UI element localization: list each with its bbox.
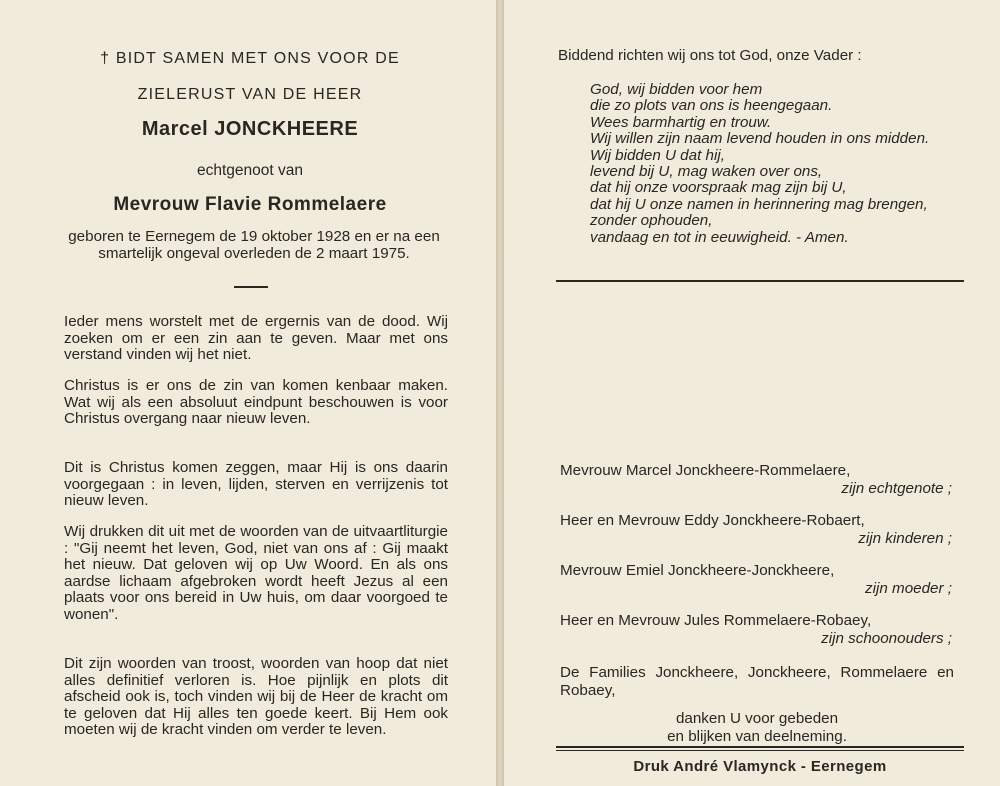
family-name: Heer en Mevrouw Eddy Jonckheere-Robaert, [560, 512, 865, 529]
family-relation: zijn schoonouders ; [821, 630, 952, 647]
family-name: Mevrouw Marcel Jonckheere-Rommelaere, [560, 462, 851, 479]
family-relation: zijn kinderen ; [858, 530, 952, 547]
prayer-line: Wees barmhartig en trouw. [590, 113, 772, 131]
card-fold [496, 0, 504, 786]
birth-death-text: geboren te Eernegem de 19 oktober 1928 en er na een smartelijk ongeval overleden de 2 maart 1975. [68, 228, 440, 262]
prayer-text [590, 82, 960, 246]
family-entry [560, 612, 954, 662]
family-entry [560, 512, 954, 562]
prayer-line: die zo plots van ons is heengegaan. [590, 97, 833, 115]
family-entry [560, 462, 954, 512]
prayer-line: dat hij onze voorspraak mag zijn bij U, [590, 179, 847, 197]
prayer-intro: Biddend richten wij ons tot God, onze Vader : [558, 47, 862, 64]
paragraph-2: Christus is er ons de zin van komen kenbaar maken. Wat wij als een absoluut eindpunt beschouwen is voor Christus overgang naar nieuw leven. [64, 377, 448, 428]
deceased-name: Marcel JONCKHEERE [141, 118, 359, 140]
thanks-block [560, 710, 954, 746]
spouse-of-label: echtgenoot van [196, 162, 303, 179]
header-line-1: † BIDT SAMEN MET ONS VOOR DE [100, 50, 400, 67]
family-relation: zijn moeder ; [865, 580, 952, 597]
prayer-line: Wij willen zijn naam levend houden in ons midden. [590, 130, 930, 148]
thanks-line-1: danken U voor gebeden [675, 710, 839, 727]
family-relation: zijn echtgenote ; [841, 480, 952, 497]
prayer-line: God, wij bidden voor hem [590, 81, 763, 98]
paragraph-3: Dit is Christus komen zeggen, maar Hij is ons daarin voorgegaan : in leven, lijden, sterven en verrijzenis tot nieuw leven. [64, 459, 448, 510]
prayer-line: levend bij U, mag waken over ons, [590, 163, 823, 181]
paragraph-1: Ieder mens worstelt met de ergernis van de dood. Wij zoeken om er een zin aan te geven. Maar met ons verstand vinden wij het niet. [64, 313, 448, 364]
spouse-name: Mevrouw Flavie Rommelaere [113, 194, 387, 215]
header-line-2: ZIELERUST VAN DE HEER [137, 86, 363, 103]
prayer-line: dat hij U onze namen in herinnering mag brengen, zonder ophouden, [590, 195, 928, 230]
printer-credit: Druk André Vlamynck - Eernegem [633, 758, 887, 775]
thanks-line-2: en blijken van deelneming. [667, 728, 847, 745]
family-list [560, 462, 954, 700]
family-name: Mevrouw Emiel Jonckheere-Jonckheere, [560, 562, 835, 579]
family-entry [560, 562, 954, 612]
separator-short [234, 286, 268, 288]
families-line: De Families Jonckheere, Jonckheere, Rommelaere en Robaey, [560, 664, 954, 699]
paragraph-5: Dit zijn woorden van troost, woorden van hoop dat niet alles definitief verloren is. Hoe pijnlijk en plots dit afscheid ook is, toch vinden wij bij de Heer de kracht om te geloven dat Hij alles ten goede keert. Bij Hem ook moeten wij de kracht vinden om verder te leven. [64, 655, 448, 739]
printer-rule-top [556, 746, 964, 748]
prayer-line: vandaag en tot in eeuwigheid. - Amen. [590, 228, 849, 246]
family-name: Heer en Mevrouw Jules Rommelaere-Robaey, [560, 612, 872, 629]
separator-long [556, 280, 964, 282]
prayer-line: Wij bidden U dat hij, [590, 146, 725, 164]
printer-rule-bottom [556, 750, 964, 751]
paragraph-4: Wij drukken dit uit met de woorden van de uitvaartliturgie : "Gij neemt het leven, God, niet van ons af : Gij maakt het nieuw. Dat geloven wij op Uw Woord. En als ons aardse lichaam afgebroken wordt heeft Jezus al een plaats voor ons bereid in Uw huis, om daar voorgoed te wonen". [64, 523, 448, 623]
